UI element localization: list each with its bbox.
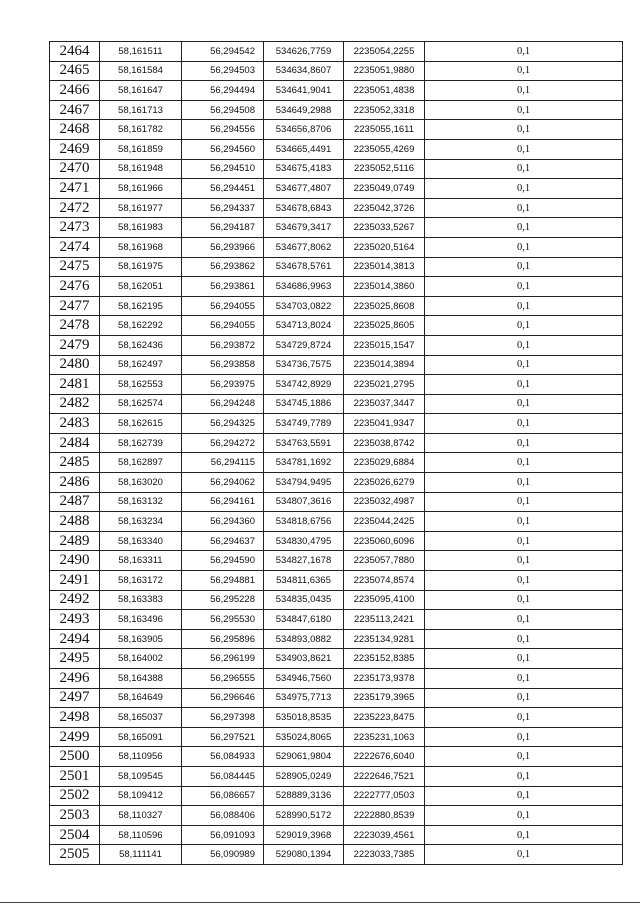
latitude-cell: 58,161584 <box>100 61 182 81</box>
x-coordinate-cell: 534811,6365 <box>264 571 344 591</box>
y-coordinate-cell: 2235025,8608 <box>344 296 425 316</box>
latitude-cell: 58,162553 <box>100 375 182 395</box>
longitude-cell: 56,294360 <box>182 512 264 532</box>
table-row <box>50 766 623 786</box>
latitude-cell: 58,162292 <box>100 316 182 336</box>
latitude-cell: 58,163340 <box>100 531 182 551</box>
y-coordinate-cell: 2235021,2795 <box>344 375 425 395</box>
accuracy-cell: 0,1 <box>425 296 623 316</box>
point-number-cell: 2492 <box>50 590 100 610</box>
accuracy-cell: 0,1 <box>425 414 623 434</box>
y-coordinate-cell: 2235037,3447 <box>344 394 425 414</box>
latitude-cell: 58,163496 <box>100 610 182 630</box>
table-row <box>50 257 623 277</box>
x-coordinate-cell: 534781,1692 <box>264 453 344 473</box>
x-coordinate-cell: 534678,6843 <box>264 198 344 218</box>
longitude-cell: 56,293975 <box>182 375 264 395</box>
x-coordinate-cell: 534703,0822 <box>264 296 344 316</box>
longitude-cell: 56,294055 <box>182 316 264 336</box>
accuracy-cell: 0,1 <box>425 531 623 551</box>
table-row <box>50 610 623 630</box>
table-row <box>50 473 623 493</box>
accuracy-cell: 0,1 <box>425 688 623 708</box>
longitude-cell: 56,294556 <box>182 120 264 140</box>
latitude-cell: 58,163905 <box>100 629 182 649</box>
accuracy-cell: 0,1 <box>425 198 623 218</box>
x-coordinate-cell: 529019,3968 <box>264 825 344 845</box>
x-coordinate-cell: 534649,2988 <box>264 100 344 120</box>
point-number-cell: 2472 <box>50 198 100 218</box>
x-coordinate-cell: 534749,7789 <box>264 414 344 434</box>
table-row <box>50 159 623 179</box>
longitude-cell: 56,084933 <box>182 747 264 767</box>
longitude-cell: 56,293872 <box>182 335 264 355</box>
y-coordinate-cell: 2235054,2255 <box>344 42 425 62</box>
accuracy-cell: 0,1 <box>425 845 623 865</box>
accuracy-cell: 0,1 <box>425 179 623 199</box>
accuracy-cell: 0,1 <box>425 649 623 669</box>
y-coordinate-cell: 2235020,5164 <box>344 237 425 257</box>
latitude-cell: 58,110596 <box>100 825 182 845</box>
table-row <box>50 453 623 473</box>
y-coordinate-cell: 2235057,7880 <box>344 551 425 571</box>
point-number-cell: 2481 <box>50 375 100 395</box>
longitude-cell: 56,294248 <box>182 394 264 414</box>
point-number-cell: 2466 <box>50 81 100 101</box>
point-number-cell: 2470 <box>50 159 100 179</box>
longitude-cell: 56,294494 <box>182 81 264 101</box>
accuracy-cell: 0,1 <box>425 120 623 140</box>
accuracy-cell: 0,1 <box>425 629 623 649</box>
table-row <box>50 277 623 297</box>
table-row <box>50 747 623 767</box>
table-row <box>50 179 623 199</box>
longitude-cell: 56,294560 <box>182 139 264 159</box>
y-coordinate-cell: 2235026,6279 <box>344 473 425 493</box>
x-coordinate-cell: 534656,8706 <box>264 120 344 140</box>
table-row <box>50 806 623 826</box>
x-coordinate-cell: 534763,5591 <box>264 433 344 453</box>
x-coordinate-cell: 534830,4795 <box>264 531 344 551</box>
point-number-cell: 2493 <box>50 610 100 630</box>
latitude-cell: 58,161948 <box>100 159 182 179</box>
x-coordinate-cell: 535024,8065 <box>264 727 344 747</box>
y-coordinate-cell: 2222646,7521 <box>344 766 425 786</box>
table-row <box>50 218 623 238</box>
table-row <box>50 335 623 355</box>
y-coordinate-cell: 2235044,2425 <box>344 512 425 532</box>
y-coordinate-cell: 2222777,0503 <box>344 786 425 806</box>
accuracy-cell: 0,1 <box>425 571 623 591</box>
longitude-cell: 56,294881 <box>182 571 264 591</box>
accuracy-cell: 0,1 <box>425 81 623 101</box>
longitude-cell: 56,297398 <box>182 708 264 728</box>
point-number-cell: 2488 <box>50 512 100 532</box>
y-coordinate-cell: 2235033,5267 <box>344 218 425 238</box>
longitude-cell: 56,294508 <box>182 100 264 120</box>
latitude-cell: 58,164388 <box>100 669 182 689</box>
y-coordinate-cell: 2235051,4838 <box>344 81 425 101</box>
table-row <box>50 708 623 728</box>
longitude-cell: 56,294337 <box>182 198 264 218</box>
latitude-cell: 58,161983 <box>100 218 182 238</box>
table-row <box>50 237 623 257</box>
latitude-cell: 58,161859 <box>100 139 182 159</box>
point-number-cell: 2484 <box>50 433 100 453</box>
longitude-cell: 56,293861 <box>182 277 264 297</box>
latitude-cell: 58,161968 <box>100 237 182 257</box>
point-number-cell: 2468 <box>50 120 100 140</box>
table-row <box>50 120 623 140</box>
latitude-cell: 58,110956 <box>100 747 182 767</box>
accuracy-cell: 0,1 <box>425 727 623 747</box>
latitude-cell: 58,161511 <box>100 42 182 62</box>
x-coordinate-cell: 534736,7575 <box>264 355 344 375</box>
accuracy-cell: 0,1 <box>425 708 623 728</box>
x-coordinate-cell: 534847,6180 <box>264 610 344 630</box>
x-coordinate-cell: 534946,7560 <box>264 669 344 689</box>
y-coordinate-cell: 2235038,8742 <box>344 433 425 453</box>
y-coordinate-cell: 2235179,3965 <box>344 688 425 708</box>
table-row <box>50 551 623 571</box>
point-number-cell: 2502 <box>50 786 100 806</box>
x-coordinate-cell: 534903,8621 <box>264 649 344 669</box>
x-coordinate-cell: 534678,5761 <box>264 257 344 277</box>
table-row <box>50 394 623 414</box>
page-bottom-rule <box>0 902 640 903</box>
longitude-cell: 56,296555 <box>182 669 264 689</box>
accuracy-cell: 0,1 <box>425 159 623 179</box>
longitude-cell: 56,294115 <box>182 453 264 473</box>
x-coordinate-cell: 534794,9495 <box>264 473 344 493</box>
y-coordinate-cell: 2235055,1611 <box>344 120 425 140</box>
point-number-cell: 2497 <box>50 688 100 708</box>
point-number-cell: 2503 <box>50 806 100 826</box>
table-row <box>50 414 623 434</box>
latitude-cell: 58,162739 <box>100 433 182 453</box>
table-row <box>50 845 623 865</box>
table-row <box>50 296 623 316</box>
table-row <box>50 825 623 845</box>
x-coordinate-cell: 534677,8062 <box>264 237 344 257</box>
x-coordinate-cell: 534893,0882 <box>264 629 344 649</box>
x-coordinate-cell: 534745,1886 <box>264 394 344 414</box>
point-number-cell: 2479 <box>50 335 100 355</box>
y-coordinate-cell: 2235052,3318 <box>344 100 425 120</box>
latitude-cell: 58,163020 <box>100 473 182 493</box>
accuracy-cell: 0,1 <box>425 669 623 689</box>
y-coordinate-cell: 2235042,3726 <box>344 198 425 218</box>
accuracy-cell: 0,1 <box>425 218 623 238</box>
latitude-cell: 58,109412 <box>100 786 182 806</box>
point-number-cell: 2467 <box>50 100 100 120</box>
point-number-cell: 2494 <box>50 629 100 649</box>
accuracy-cell: 0,1 <box>425 825 623 845</box>
y-coordinate-cell: 2223033,7385 <box>344 845 425 865</box>
point-number-cell: 2491 <box>50 571 100 591</box>
table-row <box>50 786 623 806</box>
longitude-cell: 56,088406 <box>182 806 264 826</box>
x-coordinate-cell: 534827,1678 <box>264 551 344 571</box>
accuracy-cell: 0,1 <box>425 473 623 493</box>
x-coordinate-cell: 534807,3616 <box>264 492 344 512</box>
x-coordinate-cell: 534675,4183 <box>264 159 344 179</box>
longitude-cell: 56,295228 <box>182 590 264 610</box>
accuracy-cell: 0,1 <box>425 747 623 767</box>
table-row <box>50 649 623 669</box>
point-number-cell: 2475 <box>50 257 100 277</box>
accuracy-cell: 0,1 <box>425 100 623 120</box>
accuracy-cell: 0,1 <box>425 375 623 395</box>
y-coordinate-cell: 2235060,6096 <box>344 531 425 551</box>
table-row <box>50 688 623 708</box>
longitude-cell: 56,295896 <box>182 629 264 649</box>
latitude-cell: 58,162574 <box>100 394 182 414</box>
longitude-cell: 56,293858 <box>182 355 264 375</box>
point-number-cell: 2482 <box>50 394 100 414</box>
x-coordinate-cell: 534729,8724 <box>264 335 344 355</box>
y-coordinate-cell: 2235041,9347 <box>344 414 425 434</box>
table-row <box>50 198 623 218</box>
longitude-cell: 56,294510 <box>182 159 264 179</box>
y-coordinate-cell: 2235025,8605 <box>344 316 425 336</box>
point-number-cell: 2473 <box>50 218 100 238</box>
x-coordinate-cell: 534713,8024 <box>264 316 344 336</box>
accuracy-cell: 0,1 <box>425 335 623 355</box>
longitude-cell: 56,294055 <box>182 296 264 316</box>
accuracy-cell: 0,1 <box>425 237 623 257</box>
table-row <box>50 669 623 689</box>
point-number-cell: 2490 <box>50 551 100 571</box>
latitude-cell: 58,110327 <box>100 806 182 826</box>
table-row <box>50 433 623 453</box>
x-coordinate-cell: 534641,9041 <box>264 81 344 101</box>
y-coordinate-cell: 2235074,8574 <box>344 571 425 591</box>
y-coordinate-cell: 2235095,4100 <box>344 590 425 610</box>
latitude-cell: 58,162051 <box>100 277 182 297</box>
y-coordinate-cell: 2235014,3860 <box>344 277 425 297</box>
x-coordinate-cell: 529080,1394 <box>264 845 344 865</box>
y-coordinate-cell: 2235032,4987 <box>344 492 425 512</box>
point-number-cell: 2464 <box>50 42 100 62</box>
latitude-cell: 58,161647 <box>100 81 182 101</box>
accuracy-cell: 0,1 <box>425 453 623 473</box>
longitude-cell: 56,295530 <box>182 610 264 630</box>
accuracy-cell: 0,1 <box>425 277 623 297</box>
table-row <box>50 590 623 610</box>
longitude-cell: 56,084445 <box>182 766 264 786</box>
coordinates-table <box>49 41 623 865</box>
table-body <box>50 42 623 865</box>
longitude-cell: 56,294503 <box>182 61 264 81</box>
point-number-cell: 2480 <box>50 355 100 375</box>
latitude-cell: 58,162897 <box>100 453 182 473</box>
accuracy-cell: 0,1 <box>425 786 623 806</box>
latitude-cell: 58,163311 <box>100 551 182 571</box>
y-coordinate-cell: 2235049,0749 <box>344 179 425 199</box>
y-coordinate-cell: 2235014,3894 <box>344 355 425 375</box>
accuracy-cell: 0,1 <box>425 806 623 826</box>
table-row <box>50 355 623 375</box>
latitude-cell: 58,165037 <box>100 708 182 728</box>
point-number-cell: 2505 <box>50 845 100 865</box>
point-number-cell: 2469 <box>50 139 100 159</box>
table-row <box>50 571 623 591</box>
latitude-cell: 58,161975 <box>100 257 182 277</box>
latitude-cell: 58,163132 <box>100 492 182 512</box>
x-coordinate-cell: 534634,8607 <box>264 61 344 81</box>
longitude-cell: 56,294325 <box>182 414 264 434</box>
x-coordinate-cell: 534665,4491 <box>264 139 344 159</box>
accuracy-cell: 0,1 <box>425 610 623 630</box>
latitude-cell: 58,164649 <box>100 688 182 708</box>
longitude-cell: 56,294590 <box>182 551 264 571</box>
x-coordinate-cell: 534626,7759 <box>264 42 344 62</box>
x-coordinate-cell: 528905,0249 <box>264 766 344 786</box>
y-coordinate-cell: 2235134,9281 <box>344 629 425 649</box>
table-row <box>50 629 623 649</box>
table-row <box>50 727 623 747</box>
table-row <box>50 81 623 101</box>
accuracy-cell: 0,1 <box>425 512 623 532</box>
x-coordinate-cell: 534679,3417 <box>264 218 344 238</box>
point-number-cell: 2489 <box>50 531 100 551</box>
y-coordinate-cell: 2235029,6884 <box>344 453 425 473</box>
latitude-cell: 58,165091 <box>100 727 182 747</box>
latitude-cell: 58,162436 <box>100 335 182 355</box>
latitude-cell: 58,161782 <box>100 120 182 140</box>
x-coordinate-cell: 534742,8929 <box>264 375 344 395</box>
table-row <box>50 61 623 81</box>
longitude-cell: 56,294542 <box>182 42 264 62</box>
table-row <box>50 316 623 336</box>
y-coordinate-cell: 2235055,4269 <box>344 139 425 159</box>
y-coordinate-cell: 2235231,1063 <box>344 727 425 747</box>
point-number-cell: 2499 <box>50 727 100 747</box>
y-coordinate-cell: 2235173,9378 <box>344 669 425 689</box>
longitude-cell: 56,086657 <box>182 786 264 806</box>
x-coordinate-cell: 535018,8535 <box>264 708 344 728</box>
point-number-cell: 2478 <box>50 316 100 336</box>
latitude-cell: 58,161713 <box>100 100 182 120</box>
x-coordinate-cell: 534686,9963 <box>264 277 344 297</box>
point-number-cell: 2487 <box>50 492 100 512</box>
accuracy-cell: 0,1 <box>425 316 623 336</box>
x-coordinate-cell: 534975,7713 <box>264 688 344 708</box>
longitude-cell: 56,091093 <box>182 825 264 845</box>
latitude-cell: 58,162615 <box>100 414 182 434</box>
x-coordinate-cell: 534677,4807 <box>264 179 344 199</box>
point-number-cell: 2474 <box>50 237 100 257</box>
longitude-cell: 56,293966 <box>182 237 264 257</box>
longitude-cell: 56,294637 <box>182 531 264 551</box>
point-number-cell: 2476 <box>50 277 100 297</box>
table-row <box>50 100 623 120</box>
longitude-cell: 56,294161 <box>182 492 264 512</box>
y-coordinate-cell: 2223039,4561 <box>344 825 425 845</box>
point-number-cell: 2504 <box>50 825 100 845</box>
table-row <box>50 512 623 532</box>
longitude-cell: 56,294451 <box>182 179 264 199</box>
longitude-cell: 56,090989 <box>182 845 264 865</box>
y-coordinate-cell: 2235014,3813 <box>344 257 425 277</box>
accuracy-cell: 0,1 <box>425 766 623 786</box>
y-coordinate-cell: 2235052,5116 <box>344 159 425 179</box>
latitude-cell: 58,162497 <box>100 355 182 375</box>
table-row <box>50 42 623 62</box>
y-coordinate-cell: 2235015,1547 <box>344 335 425 355</box>
latitude-cell: 58,109545 <box>100 766 182 786</box>
x-coordinate-cell: 534818,6756 <box>264 512 344 532</box>
x-coordinate-cell: 529061,9804 <box>264 747 344 767</box>
point-number-cell: 2495 <box>50 649 100 669</box>
latitude-cell: 58,161966 <box>100 179 182 199</box>
latitude-cell: 58,111141 <box>100 845 182 865</box>
accuracy-cell: 0,1 <box>425 42 623 62</box>
point-number-cell: 2465 <box>50 61 100 81</box>
point-number-cell: 2501 <box>50 766 100 786</box>
accuracy-cell: 0,1 <box>425 551 623 571</box>
longitude-cell: 56,296646 <box>182 688 264 708</box>
table-row <box>50 492 623 512</box>
latitude-cell: 58,162195 <box>100 296 182 316</box>
point-number-cell: 2486 <box>50 473 100 493</box>
longitude-cell: 56,297521 <box>182 727 264 747</box>
latitude-cell: 58,164002 <box>100 649 182 669</box>
point-number-cell: 2477 <box>50 296 100 316</box>
table-row <box>50 139 623 159</box>
latitude-cell: 58,161977 <box>100 198 182 218</box>
accuracy-cell: 0,1 <box>425 257 623 277</box>
point-number-cell: 2498 <box>50 708 100 728</box>
longitude-cell: 56,294272 <box>182 433 264 453</box>
point-number-cell: 2471 <box>50 179 100 199</box>
longitude-cell: 56,294187 <box>182 218 264 238</box>
accuracy-cell: 0,1 <box>425 139 623 159</box>
latitude-cell: 58,163234 <box>100 512 182 532</box>
latitude-cell: 58,163383 <box>100 590 182 610</box>
y-coordinate-cell: 2235113,2421 <box>344 610 425 630</box>
y-coordinate-cell: 2235152,8385 <box>344 649 425 669</box>
longitude-cell: 56,293862 <box>182 257 264 277</box>
point-number-cell: 2485 <box>50 453 100 473</box>
point-number-cell: 2500 <box>50 747 100 767</box>
accuracy-cell: 0,1 <box>425 394 623 414</box>
longitude-cell: 56,294062 <box>182 473 264 493</box>
accuracy-cell: 0,1 <box>425 590 623 610</box>
longitude-cell: 56,296199 <box>182 649 264 669</box>
y-coordinate-cell: 2235051,9880 <box>344 61 425 81</box>
table-row <box>50 375 623 395</box>
y-coordinate-cell: 2235223,8475 <box>344 708 425 728</box>
latitude-cell: 58,163172 <box>100 571 182 591</box>
accuracy-cell: 0,1 <box>425 355 623 375</box>
x-coordinate-cell: 528990,5172 <box>264 806 344 826</box>
y-coordinate-cell: 2222676,6040 <box>344 747 425 767</box>
y-coordinate-cell: 2222880,8539 <box>344 806 425 826</box>
accuracy-cell: 0,1 <box>425 61 623 81</box>
accuracy-cell: 0,1 <box>425 492 623 512</box>
x-coordinate-cell: 528889,3136 <box>264 786 344 806</box>
point-number-cell: 2496 <box>50 669 100 689</box>
point-number-cell: 2483 <box>50 414 100 434</box>
table-row <box>50 531 623 551</box>
accuracy-cell: 0,1 <box>425 433 623 453</box>
x-coordinate-cell: 534835,0435 <box>264 590 344 610</box>
